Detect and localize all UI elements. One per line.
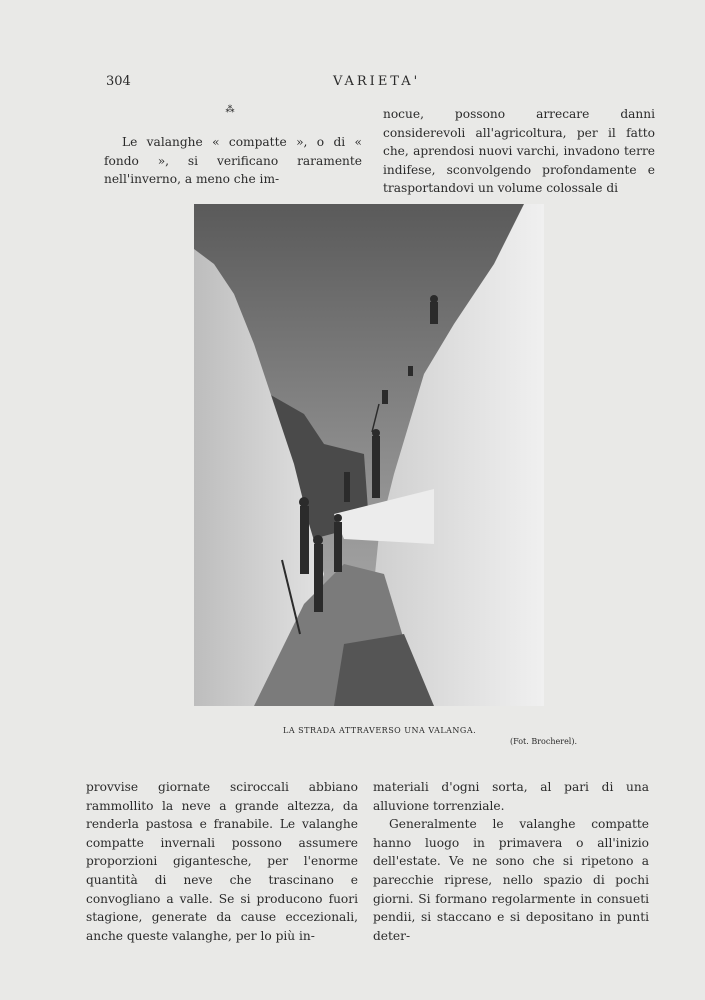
top-left-text: Le valanghe « compatte », o di « fondo », si verificano raramente nell'inverno, a meno che im-	[104, 135, 362, 187]
asterism: ⁂	[225, 105, 235, 115]
top-right-paragraph	[383, 105, 655, 198]
bottom-right-column	[373, 778, 649, 945]
bottom-left-paragraph	[86, 778, 358, 945]
top-left-paragraph	[104, 133, 362, 189]
figure-caption: LA STRADA ATTRAVERSO UNA VALANGA.	[283, 726, 477, 735]
bottom-left-text: provvise giornate sciroccali abbiano rammollito la neve a grande altezza, da renderla pastosa e franabile. Le valanghe compatte invernali possono assumere proporzioni gigantesche, per l'enorme quantità di neve che trascinano e convogliano a valle. Se si producono fuori stagione, generate da cause eccezionali, anche queste valanghe, per lo più in-	[86, 780, 358, 943]
page-number: 304	[106, 74, 131, 89]
top-right-text: nocue, possono arrecare danni considerevoli all'agricoltura, per il fatto che, aprendosi nuovi varchi, invadono terre indifese, sconvolgendo profondamente e trasportandovi un volume colossale di	[383, 107, 655, 196]
bottom-right-paragraph-1: materiali d'ogni sorta, al pari di una alluvione torrenziale.	[373, 780, 649, 813]
bottom-right-paragraph-2: Generalmente le valanghe compatte hanno luogo in primavera o all'inizio dell'estate. Ve ne sono che si ripetono a parecchie riprese, nello spazio di pochi giorni. Si formano regolarmente in consueti pendii, si staccano e si depositano in punti deter-	[373, 817, 649, 943]
running-title: VARIETA'	[333, 74, 421, 89]
avalanche-road-photo	[194, 204, 544, 706]
photo-credit: (Fot. Brocherel).	[510, 737, 578, 746]
